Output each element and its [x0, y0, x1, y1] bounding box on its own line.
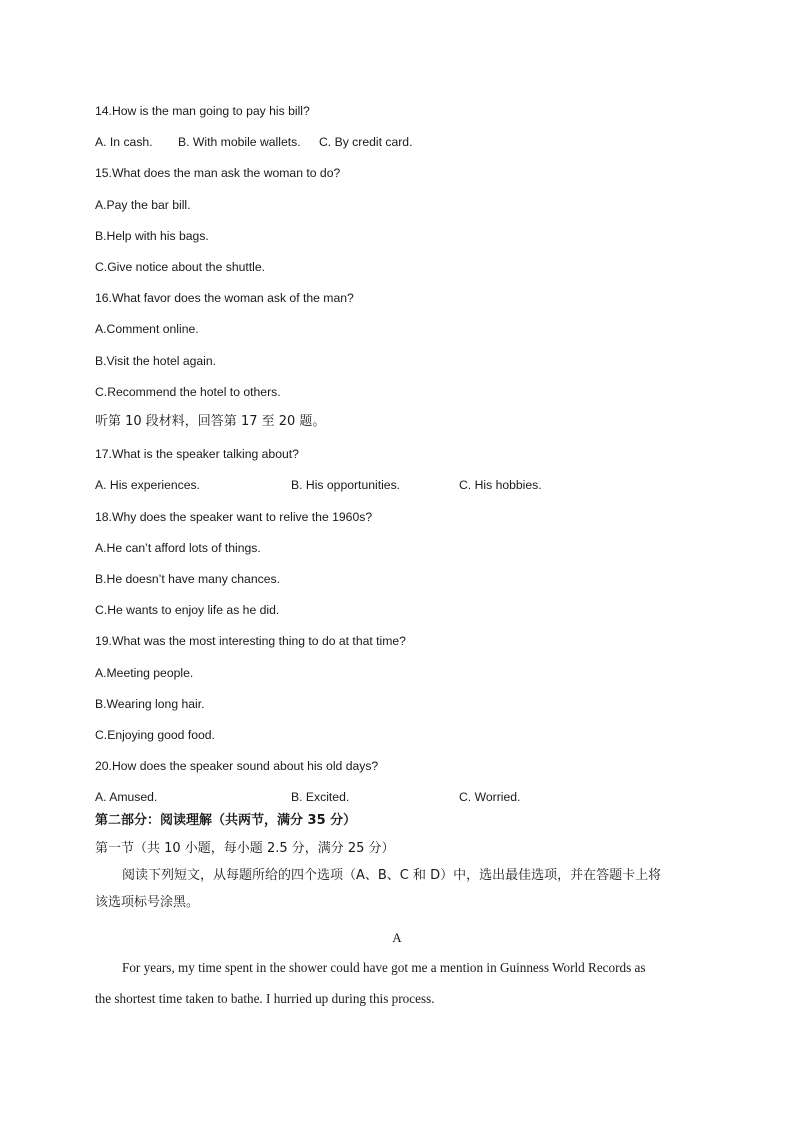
q19-option-b: B.Wearing long hair. [95, 697, 205, 711]
question-19: 19.What was the most interesting thing to do at that time? [95, 634, 406, 648]
q18-option-c: C.He wants to enjoy life as he did. [95, 603, 280, 617]
q18-option-b: B.He doesn’t have many chances. [95, 572, 280, 586]
q14-option-b: B. With mobile wallets. [178, 135, 301, 149]
q15-option-c: C.Give notice about the shuttle. [95, 260, 266, 274]
q17-option-c: C. His hobbies. [459, 478, 542, 492]
q15-option-a: A.Pay the bar bill. [95, 198, 191, 212]
passage-line-2: the shortest time taken to bathe. I hurried up during this process. [95, 991, 435, 1006]
section-1-heading: 第一节（共 10 小题，每小题 2.5 分，满分 25 分） [95, 841, 395, 856]
q14-option-a: A. In cash. [95, 135, 153, 149]
q19-option-c: C.Enjoying good food. [95, 728, 215, 742]
q14-option-c: C. By credit card. [319, 135, 413, 149]
q15-option-b: B.Help with his bags. [95, 229, 209, 243]
question-17: 17.What is the speaker talking about? [95, 447, 299, 461]
passage-letter: A [392, 930, 402, 945]
part-2-heading: 第二部分：阅读理解（共两节，满分 35 分） [95, 813, 357, 828]
reading-instruction-line-1: 阅读下列短文，从每题所给的四个选项（A、B、C 和 D）中，选出最佳选项，并在答题卡上将 [122, 868, 662, 883]
q18-option-a: A.He can’t afford lots of things. [95, 541, 261, 555]
question-20: 20.How does the speaker sound about his old days? [95, 759, 379, 773]
q20-option-b: B. Excited. [291, 790, 350, 804]
q20-option-c: C. Worried. [459, 790, 521, 804]
q16-option-b: B.Visit the hotel again. [95, 354, 217, 368]
q16-option-c: C.Recommend the hotel to others. [95, 385, 281, 399]
q16-option-a: A.Comment online. [95, 322, 199, 336]
question-16: 16.What favor does the woman ask of the man? [95, 291, 354, 305]
passage-line-1: For years, my time spent in the shower could have got me a mention in Guinness World Records as [122, 960, 646, 975]
reading-instruction-line-2: 该选项标号涂黑。 [95, 895, 200, 910]
section-10-instruction: 听第 10 段材料，回答第 17 至 20 题。 [95, 414, 326, 429]
q17-option-b: B. His opportunities. [291, 478, 401, 492]
q20-option-a: A. Amused. [95, 790, 158, 804]
question-15: 15.What does the man ask the woman to do? [95, 166, 341, 180]
question-18: 18.Why does the speaker want to relive the 1960s? [95, 510, 373, 524]
q17-option-a: A. His experiences. [95, 478, 200, 492]
q19-option-a: A.Meeting people. [95, 666, 194, 680]
question-14: 14.How is the man going to pay his bill? [95, 104, 310, 118]
